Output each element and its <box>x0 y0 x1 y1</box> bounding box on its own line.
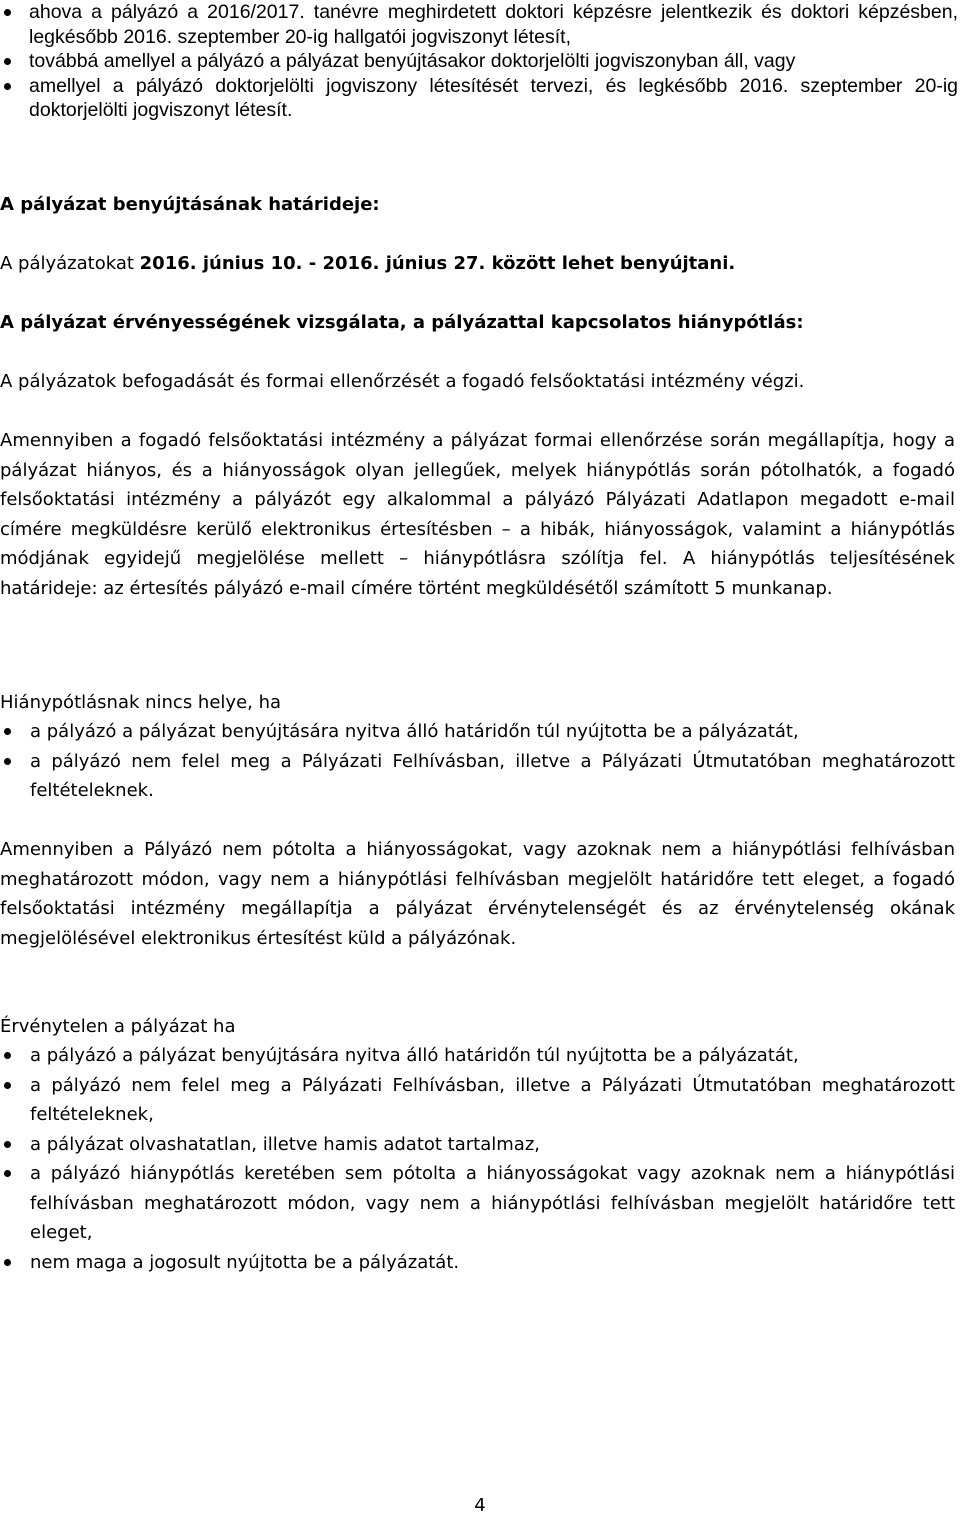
deadline-text-prefix: A pályázatokat <box>0 253 140 274</box>
bullet-icon <box>4 1052 11 1059</box>
validity-heading: A pályázat érvényességének vizsgálata, a pályázattal kapcsolatos hiánypótlás: <box>0 312 804 333</box>
invalid-notice-paragraph: Amennyiben a Pályázó nem pótolta a hiányosságokat, vagy azoknak nem a hiánypótlási felhívásban meghatározott módon, vagy nem a hiánypótlási felhívásban megjelölt határidőre tett eleget, a fogadó felsőoktatási intézmény megállapítja a pályázat érvénytelenségét és az érvénytelenség okának megjelölésével elektronikus értesítést küld a pályázónak. <box>0 839 955 949</box>
list-item <box>0 0 958 49</box>
list-item <box>0 1159 955 1248</box>
bullet-icon <box>4 1170 11 1177</box>
list-item-text: továbbá amellyel a pályázó a pályázat benyújtásakor doktorjelölti jogviszonyban áll, vagy <box>29 50 796 72</box>
list-item-text: amellyel a pályázó doktorjelölti jogviszony létesítését tervezi, és legkésőbb 2016. szeptember 20-ig doktorjelölti jogviszonyt létesít. <box>29 74 958 121</box>
list-item <box>0 1071 955 1130</box>
bullet-icon <box>4 758 11 765</box>
page-number: 4 <box>474 1495 486 1516</box>
bullet-icon <box>4 1082 11 1089</box>
list-item <box>0 717 955 747</box>
deadline-heading: A pályázat benyújtásának határideje: <box>0 194 380 215</box>
deadline-text <box>0 249 955 279</box>
list-item-text: a pályázó nem felel meg a Pályázati Felhívásban, illetve a Pályázati Útmutatóban meghatározott feltételeknek, <box>30 1074 955 1125</box>
list-item <box>0 747 955 806</box>
bullet-icon <box>4 1259 11 1266</box>
list-item <box>0 1248 955 1278</box>
no-deficiency-intro: Hiánypótlásnak nincs helye, ha <box>0 692 282 713</box>
list-item-text: a pályázó a pályázat benyújtására nyitva álló határidőn túl nyújtotta be a pályázatát, <box>30 1045 799 1066</box>
list-item <box>0 74 958 123</box>
list-item-text: a pályázat olvashatatlan, illetve hamis adatot tartalmaz, <box>30 1133 540 1155</box>
list-item-text: nem maga a jogosult nyújtotta be a pályázatát. <box>30 1251 460 1273</box>
validity-paragraph-1: A pályázatok befogadását és formai ellenőrzését a fogadó felsőoktatási intézmény végzi. <box>0 371 805 392</box>
bullet-icon <box>4 728 11 735</box>
bullet-icon <box>4 83 11 90</box>
list-item-text: a pályázó nem felel meg a Pályázati Felhívásban, illetve a Pályázati Útmutatóban meghatározott feltételeknek. <box>30 750 955 801</box>
bullet-icon <box>4 58 11 65</box>
list-item <box>0 49 958 74</box>
list-item <box>0 1041 955 1071</box>
deadline-dates: 2016. június 10. - 2016. június 27. között lehet benyújtani. <box>139 253 736 274</box>
invalid-intro: Érvénytelen a pályázat ha <box>0 1016 236 1037</box>
validity-paragraph-2: Amennyiben a fogadó felsőoktatási intézmény a pályázat formai ellenőrzése során megállapítja, hogy a pályázat hiányos, és a hiányosságok olyan jellegűek, melyek hiánypótlás során pótolhatók, a fogadó felsőoktatási intézmény a pályázót egy alkalommal a pályázó Pályázati Adatlapon megadott e-mail címére megküldésre kerülő elektronikus értesítésben – a hibák, hiányosságok, valamint a hiánypótlás módjának egyidejű megjelölése mellett – hiánypótlásra szólítja fel. A hiánypótlás teljesítésének határideje: az értesítés pályázó e-mail címére történt megküldésétől számított 5 munkanap. <box>0 430 955 599</box>
bullet-icon <box>4 1141 11 1148</box>
bullet-icon <box>4 9 11 16</box>
invalid-list <box>0 1041 955 1277</box>
list-item-text: a pályázó a pályázat benyújtására nyitva álló határidőn túl nyújtotta be a pályázatát, <box>30 721 799 742</box>
list-item <box>0 1130 955 1160</box>
list-item-text: ahova a pályázó a 2016/2017. tanévre meghirdetett doktori képzésre jelentkezik és doktori képzésben, legkésőbb 2016. szeptember 20-ig hallgatói jogviszonyt létesít, <box>29 1 958 48</box>
eligibility-bullet-list <box>0 0 958 123</box>
no-deficiency-list <box>0 717 955 806</box>
list-item-text: a pályázó hiánypótlás keretében sem pótolta a hiányosságokat vagy azoknak nem a hiánypótlási felhívásban meghatározott módon, vagy nem a hiánypótlási felhívásban megjelölt határidőre tett eleget, <box>30 1163 955 1243</box>
